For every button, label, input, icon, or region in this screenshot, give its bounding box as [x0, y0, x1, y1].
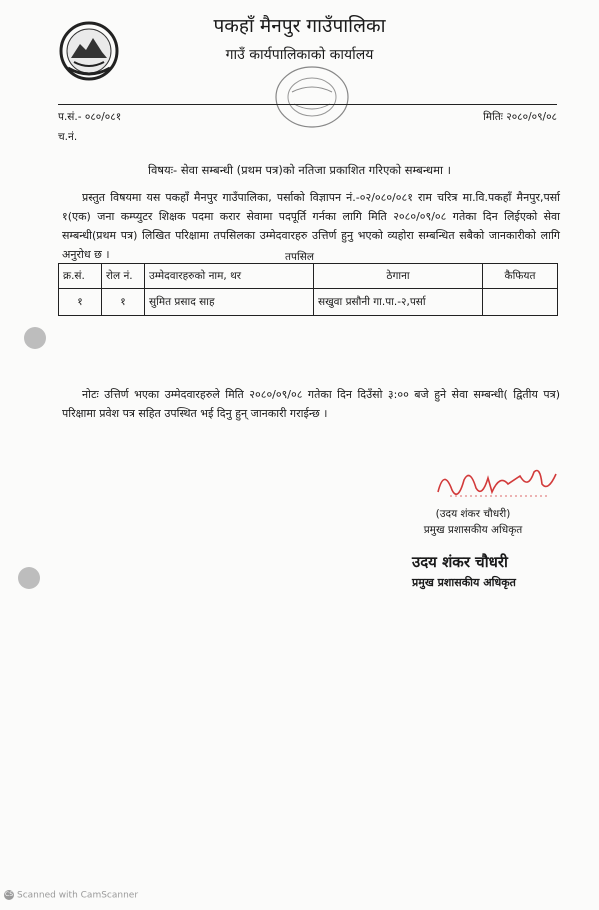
- office-stamp-icon: [262, 62, 362, 132]
- table-row: [59, 289, 558, 316]
- letter-date: मितिः २०८०/०९/०८: [483, 111, 557, 123]
- table-header-row: [59, 264, 558, 289]
- results-table: [58, 263, 558, 316]
- reference-number: प.सं.- ०८०/०८१: [58, 111, 122, 123]
- punch-hole: [24, 327, 46, 349]
- dispatch-number: च.नं.: [58, 131, 78, 143]
- signatory-designation: प्रमुख प्रशासकीय अधिकृत: [423, 524, 523, 536]
- cell-roll: १: [102, 289, 145, 316]
- watermark-text: Scanned with CamScanner: [17, 890, 139, 901]
- header-divider: [58, 104, 557, 105]
- header-name: उम्मेदवारहरुको नाम, थर: [145, 264, 314, 289]
- cell-address: सखुवा प्रसौनी गा.पा.-२,पर्सा: [314, 289, 483, 316]
- office-title: पकहाँ मैनपुर गाउँपालिका: [213, 15, 386, 37]
- header-address: ठेगाना: [314, 264, 483, 289]
- cell-sn: १: [59, 289, 102, 316]
- cell-name: सुमित प्रसाद साह: [145, 289, 314, 316]
- handwritten-signature-icon: [430, 462, 565, 507]
- seal-name: उदय शंकर चौधरी: [412, 553, 508, 571]
- letter-subject: विषयः- सेवा सम्बन्धी (प्रथम पत्र)को नतिजा प्रकाशित गरिएको सम्बन्धमा ।: [148, 163, 451, 177]
- letter-body: प्रस्तुत विषयमा यस पकहाँ मैनपुर गाउँपालिका, पर्साको विज्ञापन नं.-०२/०८०/०८१ राम चरित्र मा.वि.पकहाँ मैनपुर,पर्सा १(एक) जना कम्प्युटर शिक्षक पदमा करार सेवामा पदपूर्ति गर्नका लागि मिति २०८०/०९/०८ गतेका दिन लिईएको सेवा सम्बन्धी(प्रथम पत्र) लिखित परिक्षामा तपसिलका उम्मेदवारहरु उत्तिर्ण हुनु भएको व्यहोरा सम्बन्धित सबैको जानकारीको लागि अनुरोध छ ।: [62, 191, 560, 261]
- office-subtitle: गाउँ कार्यपालिकाको कार्यालय: [225, 47, 374, 63]
- signatory-name: (उदय शंकर चौधरी): [435, 508, 511, 520]
- header-sn: क्र.सं.: [59, 264, 102, 289]
- header-roll: रोल नं.: [102, 264, 145, 289]
- cell-remarks: [483, 289, 558, 316]
- camscanner-icon: CS: [5, 891, 13, 898]
- header-remarks: कैफियत: [483, 264, 558, 289]
- seal-designation: प्रमुख प्रशासकीय अधिकृत: [412, 576, 516, 589]
- punch-hole: [18, 567, 40, 589]
- table-caption: तपसिल: [285, 251, 314, 263]
- notice-note: नोटः उत्तिर्ण भएका उम्मेदवारहरुले मिति २०८०/०९/०८ गतेका दिन दिउँसो ३:०० बजे हुने सेवा सम्बन्धी( द्वितीय पत्र) परिक्षामा प्रवेश पत्र सहित उपस्थित भई दिनु हुन् जानकारी गराईन्छ ।: [62, 388, 560, 420]
- scanner-watermark: [4, 890, 138, 901]
